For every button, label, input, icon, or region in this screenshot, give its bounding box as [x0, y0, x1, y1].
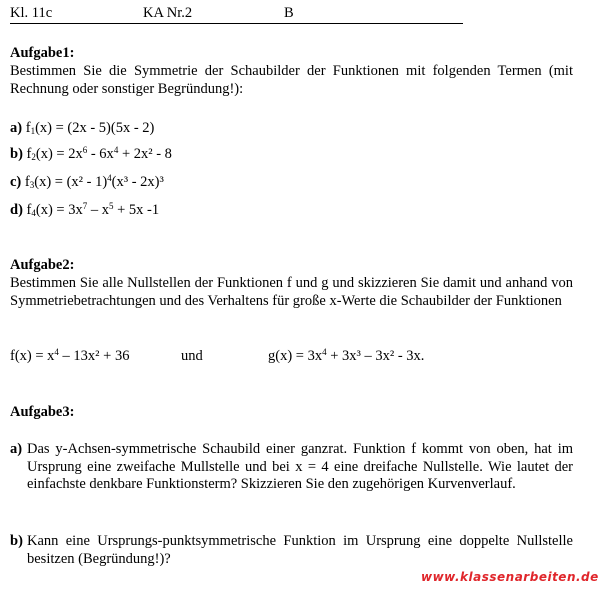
- item-label: c): [10, 174, 22, 190]
- task2-function-f: $f(x) = x^4 - 13x^2 + 36$: [10, 347, 130, 364]
- header-group: B: [284, 5, 294, 21]
- header-class: Kl. 11c: [10, 5, 53, 21]
- task1-title: Aufgabe1:: [10, 45, 75, 61]
- item-formula: $f_3(x) = (x^2 - 1)^4(x^3 - 2x)^3$: [24, 173, 164, 190]
- item-formula: $f_4(x) = 3x^7 - x^5 + 5x$ -1: [26, 201, 160, 218]
- task1-intro: Bestimmen Sie die Symmetrie der Schaubilder der Funktionen mit folgenden Termen (mit Rechnung oder sonstiger Begründung!):: [10, 63, 573, 97]
- task3-part-a: [10, 441, 573, 494]
- task2-title: Aufgabe2:: [10, 257, 75, 273]
- task2-function-g: $g(x) = 3x^4 + 3x^3 - 3x^2 - 3x$.: [268, 347, 425, 364]
- item-formula: $f_2(x) = 2x^6 - 6x^4 + 2x^2 - 8$: [26, 145, 172, 162]
- task1-item-a: [10, 120, 154, 137]
- task2-intro: Bestimmen Sie alle Nullstellen der Funktionen f und g und skizzieren Sie damit und anhand von Symmetriebetrachtungen und des Verhaltens für große x-Werte die Schaubilder der Funktionen: [10, 275, 573, 309]
- task1-item-c: [10, 174, 164, 191]
- part-label: a): [10, 441, 23, 457]
- task2-and: und: [181, 348, 203, 364]
- task3-part-b: [10, 533, 573, 568]
- task3-title: Aufgabe3:: [10, 404, 75, 420]
- part-text: Kann eine Ursprungs-punktsymmetrische Funktion im Ursprung eine doppelte Nullstelle besitzen (Begründung!)?: [27, 533, 573, 567]
- item-label: a): [10, 120, 23, 136]
- watermark-link[interactable]: www.klassenarbeiten.de: [421, 570, 599, 584]
- task1-item-b: [10, 146, 172, 163]
- part-text: Das y-Achsen-symmetrische Schaubild einer ganzrat. Funktion f kommt von oben, hat im Ursprung eine zweifache Mullstelle und bei x = 4 eine dreifache Nullstelle. Wie lautet der einfachste denkbare Funktionsterm? Skizzieren Sie den zugehörigen Kurvenverlauf.: [27, 441, 573, 492]
- part-label: b): [10, 533, 23, 549]
- item-label: b): [10, 146, 23, 162]
- task1-item-d: [10, 202, 159, 219]
- header-exam: KA Nr.2: [143, 5, 193, 21]
- item-formula: $f_1(x) = (2x - 5)(5x - 2)$: [25, 120, 155, 136]
- item-label: d): [10, 202, 23, 218]
- header-rule: [10, 23, 463, 24]
